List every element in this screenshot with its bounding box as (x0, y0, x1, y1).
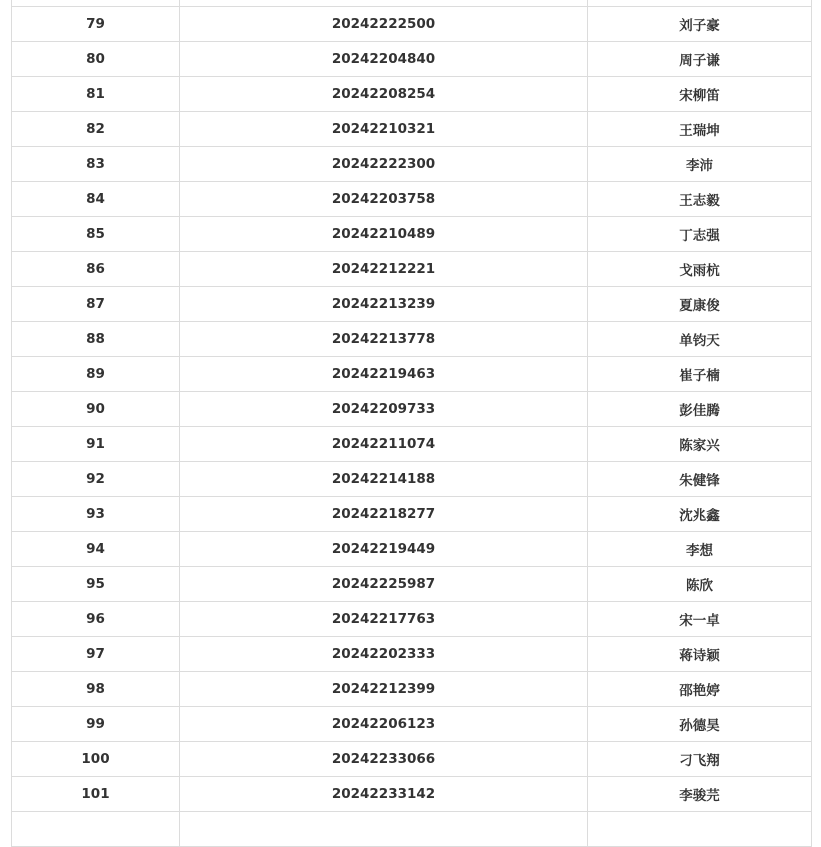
student-name: 单钧天 (588, 322, 812, 357)
student-id: 20242213239 (180, 287, 588, 322)
student-id: 20242212221 (180, 252, 588, 287)
row-number: 85 (12, 217, 180, 252)
student-id: 20242225987 (180, 567, 588, 602)
row-number: 87 (12, 287, 180, 322)
student-name: 周子谦 (588, 42, 812, 77)
student-id: 20242204840 (180, 42, 588, 77)
table-row (12, 742, 812, 777)
student-id: 20242214188 (180, 462, 588, 497)
row-number: 82 (12, 112, 180, 147)
student-name: 李沛 (588, 147, 812, 182)
table-row (12, 182, 812, 217)
student-name: 丁志强 (588, 217, 812, 252)
student-name: 宋柳笛 (588, 77, 812, 112)
student-table-container (11, 0, 811, 847)
row-number: 81 (12, 77, 180, 112)
row-number: 100 (12, 742, 180, 777)
row-number: 98 (12, 672, 180, 707)
student-id: 20242233066 (180, 742, 588, 777)
student-name: 刁飞翔 (588, 742, 812, 777)
student-name (588, 812, 812, 847)
student-id: 20242222300 (180, 147, 588, 182)
row-number: 79 (12, 7, 180, 42)
table-row (12, 392, 812, 427)
student-id: 20242203758 (180, 182, 588, 217)
row-number: 88 (12, 322, 180, 357)
table-row (12, 112, 812, 147)
student-id: 20242206123 (180, 707, 588, 742)
row-number: 96 (12, 602, 180, 637)
table-row (12, 322, 812, 357)
student-id: 20242212399 (180, 672, 588, 707)
student-name: 沈兆鑫 (588, 497, 812, 532)
row-number: 80 (12, 42, 180, 77)
table-row (12, 707, 812, 742)
student-name: 蒋诗颖 (588, 637, 812, 672)
student-name: 王瑞坤 (588, 112, 812, 147)
student-id: 20242218277 (180, 497, 588, 532)
table-row (12, 777, 812, 812)
student-table-body (12, 0, 812, 847)
table-row (12, 812, 812, 847)
student-id: 20242222500 (180, 7, 588, 42)
table-row (12, 217, 812, 252)
table-row (12, 7, 812, 42)
student-id: 20242213778 (180, 322, 588, 357)
row-number: 86 (12, 252, 180, 287)
student-id: 20242210321 (180, 112, 588, 147)
student-id: 20242209733 (180, 392, 588, 427)
table-row (12, 462, 812, 497)
student-id: 20242211074 (180, 427, 588, 462)
table-row (12, 567, 812, 602)
row-number: 83 (12, 147, 180, 182)
table-row (12, 77, 812, 112)
row-number: 92 (12, 462, 180, 497)
row-number: 84 (12, 182, 180, 217)
row-number: 97 (12, 637, 180, 672)
student-name: 李骏芫 (588, 777, 812, 812)
row-number: 91 (12, 427, 180, 462)
student-name: 陈家兴 (588, 427, 812, 462)
table-row (12, 42, 812, 77)
student-name: 孙德昊 (588, 707, 812, 742)
student-id: 20242219449 (180, 532, 588, 567)
row-number: 99 (12, 707, 180, 742)
table-row (12, 427, 812, 462)
student-name: 宋一卓 (588, 602, 812, 637)
row-number: 94 (12, 532, 180, 567)
student-table (11, 0, 812, 847)
student-name: 夏康俊 (588, 287, 812, 322)
student-id: 20242210489 (180, 217, 588, 252)
student-name: 邵艳婷 (588, 672, 812, 707)
student-name: 刘子豪 (588, 7, 812, 42)
row-number (12, 812, 180, 847)
table-row (12, 637, 812, 672)
table-row (12, 357, 812, 392)
table-row (12, 672, 812, 707)
student-name: 崔子楠 (588, 357, 812, 392)
table-row (12, 287, 812, 322)
student-name: 戈雨杭 (588, 252, 812, 287)
row-number: 95 (12, 567, 180, 602)
student-id: 20242202333 (180, 637, 588, 672)
table-row (12, 147, 812, 182)
table-row (12, 252, 812, 287)
student-name: 李想 (588, 532, 812, 567)
student-name: 朱健锋 (588, 462, 812, 497)
student-name: 王志毅 (588, 182, 812, 217)
student-name: 陈欣 (588, 567, 812, 602)
table-row (12, 532, 812, 567)
table-row (12, 602, 812, 637)
student-id (180, 812, 588, 847)
student-id: 20242208254 (180, 77, 588, 112)
row-number: 93 (12, 497, 180, 532)
table-row (12, 497, 812, 532)
row-number: 89 (12, 357, 180, 392)
row-number: 90 (12, 392, 180, 427)
row-number: 101 (12, 777, 180, 812)
student-id: 20242217763 (180, 602, 588, 637)
student-name: 彭佳腾 (588, 392, 812, 427)
student-id: 20242233142 (180, 777, 588, 812)
student-id: 20242219463 (180, 357, 588, 392)
